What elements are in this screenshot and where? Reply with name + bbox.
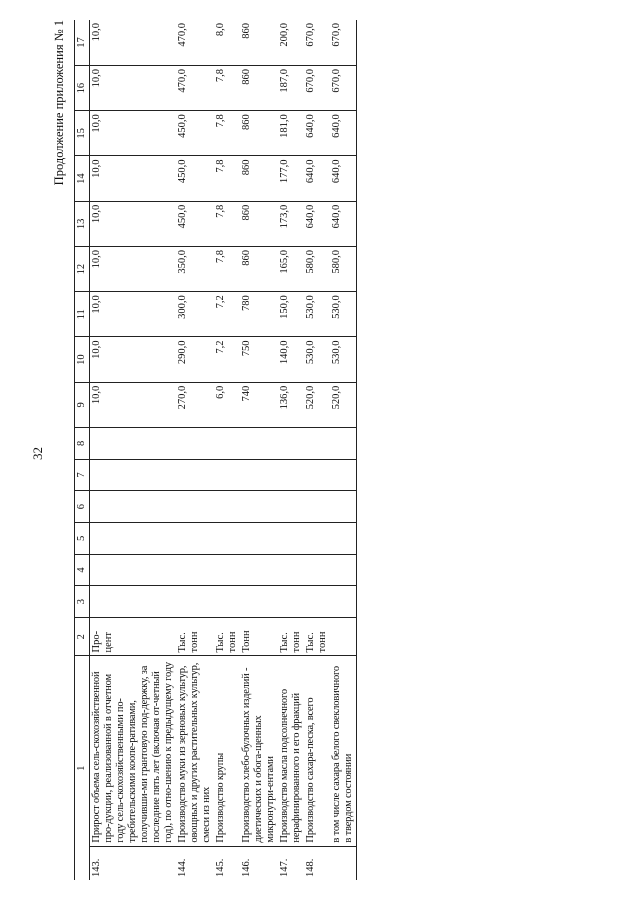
row-number: 146. xyxy=(241,858,252,877)
col-header: 6 xyxy=(75,491,90,523)
value-cell: 740 xyxy=(240,382,278,427)
unit-cell: Про-цент xyxy=(90,618,177,656)
value-cell: 136,0 xyxy=(278,382,304,427)
value-cell xyxy=(278,586,304,618)
value-cell: 670,0 xyxy=(330,20,357,65)
value-cell: 860 xyxy=(240,201,278,246)
unit-cell: Тонн xyxy=(240,618,278,656)
rotated-content xyxy=(30,20,620,880)
indicator-name: Производство хлебо-булочных изделий - диетических и обога-щенных микронутри-ентами xyxy=(240,656,278,846)
value-cell: 640,0 xyxy=(304,156,330,201)
value-cell: 530,0 xyxy=(330,337,357,382)
value-cell: 165,0 xyxy=(278,246,304,291)
col-header: 5 xyxy=(75,522,90,554)
table-row xyxy=(214,20,240,880)
table-header-row xyxy=(75,20,90,880)
row-number: 143. xyxy=(91,858,102,877)
row-number: 147. xyxy=(279,858,290,877)
col-header: 10 xyxy=(75,337,90,382)
value-cell xyxy=(278,427,304,459)
value-cell: 520,0 xyxy=(330,382,357,427)
value-cell: 640,0 xyxy=(330,111,357,156)
value-cell: 780 xyxy=(240,292,278,337)
col-header: 9 xyxy=(75,382,90,427)
col-header: 12 xyxy=(75,246,90,291)
value-cell: 520,0 xyxy=(304,382,330,427)
value-cell: 530,0 xyxy=(304,292,330,337)
value-cell xyxy=(214,427,240,459)
value-cell: 860 xyxy=(240,111,278,156)
value-cell xyxy=(330,427,357,459)
value-cell: 7,8 xyxy=(214,156,240,201)
value-cell: 10,0 xyxy=(90,382,177,427)
value-cell: 450,0 xyxy=(176,111,214,156)
col-header: 17 xyxy=(75,20,90,65)
value-cell: 350,0 xyxy=(176,246,214,291)
value-cell: 7,8 xyxy=(214,111,240,156)
value-cell: 640,0 xyxy=(304,201,330,246)
value-cell xyxy=(214,586,240,618)
value-cell xyxy=(304,586,330,618)
value-cell: 10,0 xyxy=(90,111,177,156)
value-cell xyxy=(304,522,330,554)
value-cell: 860 xyxy=(240,156,278,201)
value-cell: 10,0 xyxy=(90,292,177,337)
value-cell: 140,0 xyxy=(278,337,304,382)
unit-cell: Тыс. тонн xyxy=(176,618,214,656)
value-cell: 10,0 xyxy=(90,20,177,65)
unit-cell: Тыс. тонн xyxy=(304,618,330,656)
value-cell xyxy=(278,522,304,554)
col-header: 3 xyxy=(75,586,90,618)
col-header: 7 xyxy=(75,459,90,491)
row-number xyxy=(330,846,357,880)
value-cell xyxy=(240,554,278,586)
continuation-label: Продолжение приложения № 1 xyxy=(52,20,66,186)
value-cell: 860 xyxy=(240,65,278,110)
value-cell: 530,0 xyxy=(304,337,330,382)
value-cell xyxy=(330,586,357,618)
value-cell xyxy=(176,554,214,586)
value-cell xyxy=(90,554,177,586)
value-cell: 8,0 xyxy=(214,20,240,65)
value-cell: 580,0 xyxy=(330,246,357,291)
indicator-name: в том числе сахара белого свекловичного в твердом состоянии xyxy=(330,656,357,846)
value-cell xyxy=(214,459,240,491)
value-cell xyxy=(278,554,304,586)
value-cell: 450,0 xyxy=(176,201,214,246)
value-cell xyxy=(278,491,304,523)
col-header: 8 xyxy=(75,427,90,459)
value-cell: 187,0 xyxy=(278,65,304,110)
value-cell: 10,0 xyxy=(90,201,177,246)
value-cell xyxy=(240,459,278,491)
col-header: 2 xyxy=(75,618,90,656)
value-cell: 670,0 xyxy=(304,65,330,110)
value-cell xyxy=(214,522,240,554)
value-cell: 270,0 xyxy=(176,382,214,427)
table-row xyxy=(240,20,278,880)
indicator-name: Производство муки из зерновых культур, овощных и других растительных культур, смеси из них xyxy=(176,656,214,846)
col-header: 1 xyxy=(75,656,90,880)
table-row xyxy=(330,20,357,880)
value-cell xyxy=(330,522,357,554)
value-cell xyxy=(304,554,330,586)
table-body xyxy=(90,20,357,880)
unit-cell xyxy=(330,618,357,656)
value-cell xyxy=(304,491,330,523)
value-cell: 181,0 xyxy=(278,111,304,156)
value-cell: 7,8 xyxy=(214,65,240,110)
value-cell: 640,0 xyxy=(330,201,357,246)
value-cell: 6,0 xyxy=(214,382,240,427)
value-cell xyxy=(304,427,330,459)
unit-cell: Тыс. тонн xyxy=(278,618,304,656)
value-cell xyxy=(214,491,240,523)
table-row xyxy=(176,20,214,880)
value-cell: 300,0 xyxy=(176,292,214,337)
col-header: 14 xyxy=(75,156,90,201)
col-header: 4 xyxy=(75,554,90,586)
col-header: 16 xyxy=(75,65,90,110)
row-number: 145. xyxy=(215,858,226,877)
value-cell xyxy=(330,491,357,523)
table-row xyxy=(278,20,304,880)
value-cell: 10,0 xyxy=(90,65,177,110)
value-cell: 200,0 xyxy=(278,20,304,65)
value-cell xyxy=(214,554,240,586)
value-cell: 860 xyxy=(240,246,278,291)
value-cell: 10,0 xyxy=(90,337,177,382)
value-cell: 173,0 xyxy=(278,201,304,246)
value-cell xyxy=(176,427,214,459)
value-cell: 670,0 xyxy=(330,65,357,110)
value-cell: 640,0 xyxy=(304,111,330,156)
col-header: 11 xyxy=(75,292,90,337)
row-number: 148. xyxy=(305,858,316,877)
value-cell: 530,0 xyxy=(330,292,357,337)
value-cell: 7,2 xyxy=(214,337,240,382)
value-cell: 640,0 xyxy=(330,156,357,201)
indicator-name: Прирост объема сель-скохозяйственной про-дукции, реализованной в отчетном году сель-скохозяйственными по-требительскими коопе-ративами, получивши-ми грантовую под-держку, за последние пять лет (включая от-четный год), по отно-шению к предыдущему году xyxy=(90,656,177,846)
value-cell xyxy=(90,459,177,491)
value-cell: 7,2 xyxy=(214,292,240,337)
value-cell: 670,0 xyxy=(304,20,330,65)
indicator-name: Производство сахара-песка, всего xyxy=(304,656,330,846)
value-cell: 470,0 xyxy=(176,20,214,65)
value-cell: 177,0 xyxy=(278,156,304,201)
value-cell xyxy=(240,427,278,459)
value-cell xyxy=(90,491,177,523)
value-cell xyxy=(278,459,304,491)
value-cell: 860 xyxy=(240,20,278,65)
value-cell: 10,0 xyxy=(90,246,177,291)
value-cell: 10,0 xyxy=(90,156,177,201)
value-cell: 450,0 xyxy=(176,156,214,201)
unit-cell: Тыс. тонн xyxy=(214,618,240,656)
value-cell xyxy=(176,586,214,618)
value-cell xyxy=(240,586,278,618)
row-number: 144. xyxy=(177,858,188,877)
value-cell xyxy=(330,459,357,491)
value-cell xyxy=(176,522,214,554)
value-cell: 750 xyxy=(240,337,278,382)
value-cell xyxy=(240,522,278,554)
value-cell xyxy=(176,491,214,523)
value-cell xyxy=(176,459,214,491)
col-header: 15 xyxy=(75,111,90,156)
value-cell xyxy=(330,554,357,586)
value-cell xyxy=(304,459,330,491)
table-row xyxy=(304,20,330,880)
page-number: 32 xyxy=(30,447,45,460)
value-cell xyxy=(90,586,177,618)
value-cell xyxy=(90,522,177,554)
indicators-table xyxy=(74,20,357,880)
value-cell: 150,0 xyxy=(278,292,304,337)
value-cell: 290,0 xyxy=(176,337,214,382)
col-header: 13 xyxy=(75,201,90,246)
indicator-name: Производство крупы xyxy=(214,656,240,846)
value-cell: 580,0 xyxy=(304,246,330,291)
value-cell xyxy=(240,491,278,523)
value-cell xyxy=(90,427,177,459)
value-cell: 470,0 xyxy=(176,65,214,110)
value-cell: 7,8 xyxy=(214,201,240,246)
table-row xyxy=(90,20,177,880)
indicator-name: Производство масла подсолнечного нерафинированного и его фракций xyxy=(278,656,304,846)
value-cell: 7,8 xyxy=(214,246,240,291)
